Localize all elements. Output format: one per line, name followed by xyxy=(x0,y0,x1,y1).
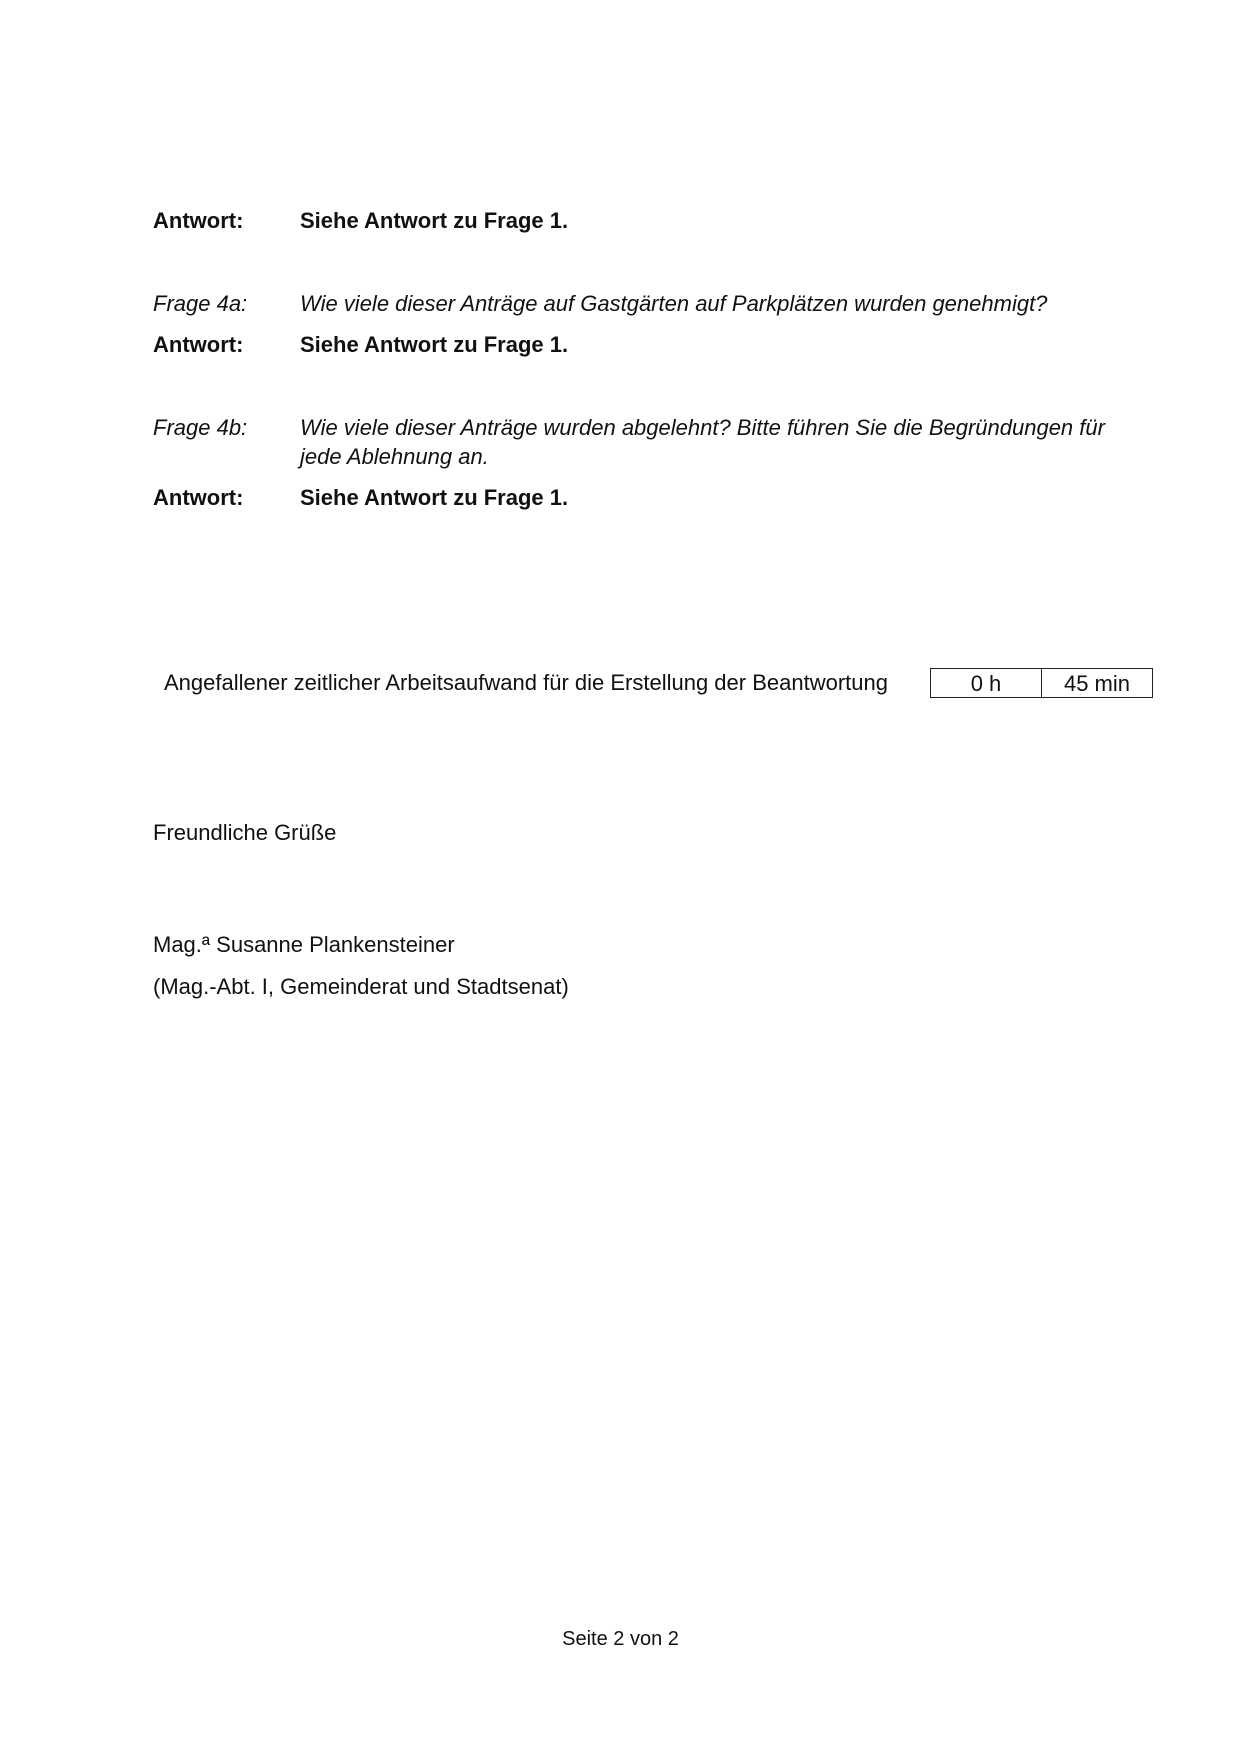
answer-label: Antwort: xyxy=(153,485,244,510)
signatory-department: (Mag.-Abt. I, Gemeinderat und Stadtsenat) xyxy=(153,974,569,999)
effort-hours-box: 0 h xyxy=(930,668,1042,698)
signatory-name: Mag.ª Susanne Plankensteiner xyxy=(153,932,455,957)
question-text: Wie viele dieser Anträge auf Gastgärten auf Parkplätzen wurden genehmigt? xyxy=(300,291,1048,316)
page-number: Seite 2 von 2 xyxy=(562,1628,679,1650)
answer-label: Antwort: xyxy=(153,208,244,233)
answer-text: Siehe Antwort zu Frage 1. xyxy=(300,485,569,510)
answer-text: Siehe Antwort zu Frage 1. xyxy=(300,332,569,357)
effort-label: Angefallener zeitlicher Arbeitsaufwand für die Erstellung der Beantwortung xyxy=(164,670,888,695)
question-label: Frage 4b: xyxy=(153,415,248,440)
question-label: Frage 4a: xyxy=(153,291,248,316)
answer-text: Siehe Antwort zu Frage 1. xyxy=(300,208,569,233)
question-text: Wie viele dieser Anträge wurden abgelehnt? Bitte führen Sie die Begründungen für jede Ablehnung an. xyxy=(300,415,1105,469)
greeting: Freundliche Grüße xyxy=(153,820,337,845)
effort-minutes-box: 45 min xyxy=(1041,668,1153,698)
answer-label: Antwort: xyxy=(153,332,244,357)
